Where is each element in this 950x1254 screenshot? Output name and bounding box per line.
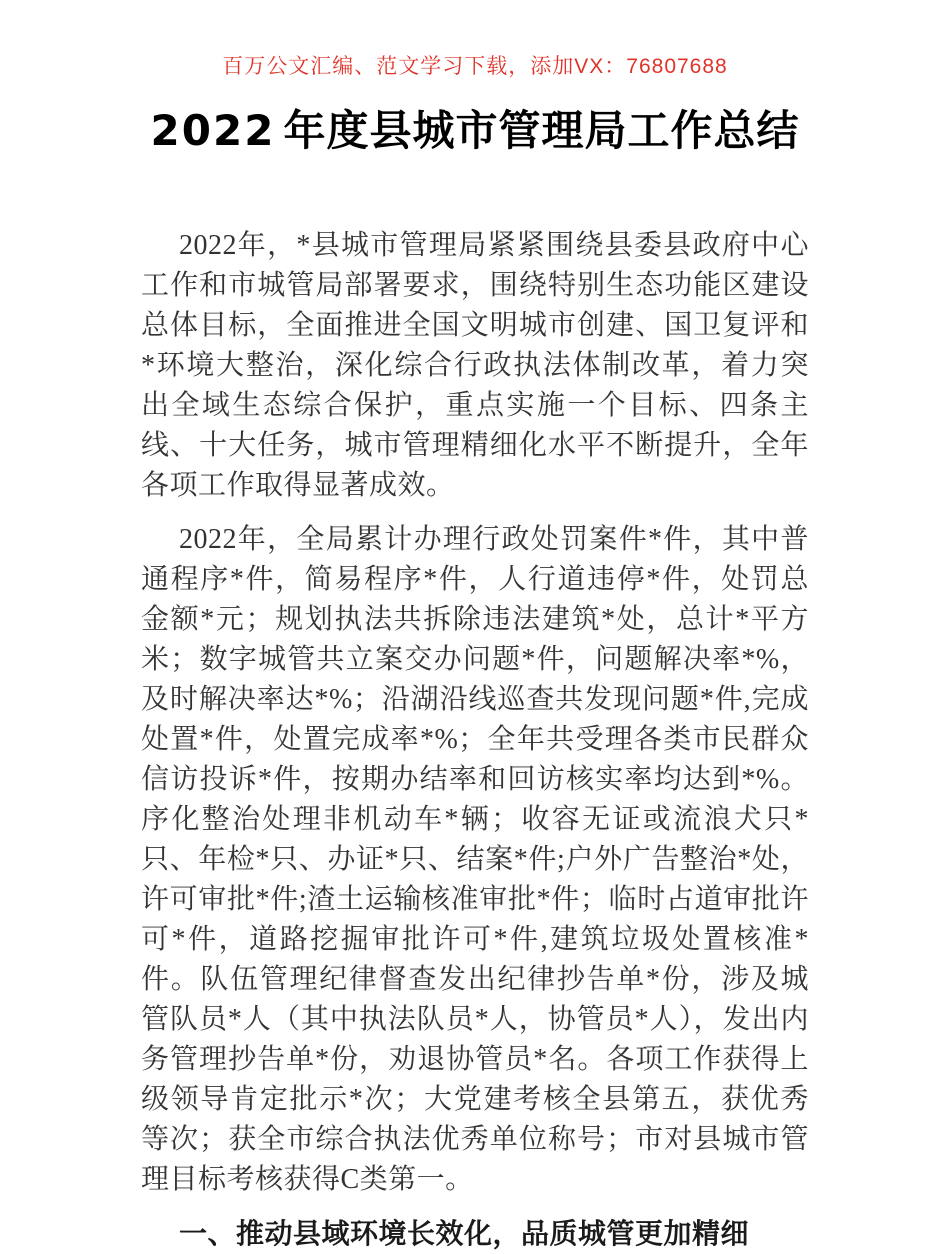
title-text: 年度县城市管理局工作总结 bbox=[283, 109, 800, 155]
paragraph-statistics: 2022年，全局累计办理行政处罚案件*件，其中普通程序*件，简易程序*件，人行道违停*件，处罚总金额*元；规划执法共拆除违法建筑*处，总计*平方米；数字城管共立案交办问题*件，问题解决率*%，及时解决率达*%；沿湖沿线巡查共发现问题*件,完成处置*件，处置完成率*%；全年共受理各类市民群众信访投诉*件，按期办结率和回访核实率均达到*%。序化整治处理非机动车*辆；收容无证或流浪犬只*只、年检*只、办证*只、结案*件;户外广告整治*处，许可审批*件;渣土运输核准审批*件；临时占道审批许可*件，道路挖掘审批许可*件,建筑垃圾处置核准*件。队伍管理纪律督查发出纪律抄告单*份，涉及城管队员*人（其中执法队员*人，协管员*人），发出内务管理抄告单*份，劝退协管员*名。各项工作获得上级领导肯定批示*次；大党建考核全县第五，获优秀等次；获全市综合执法优秀单位称号；市对县城市管理目标考核获得C类第一。 bbox=[141, 524, 809, 1195]
title-year: 2022 bbox=[150, 106, 276, 155]
document-title bbox=[0, 104, 950, 159]
watermark-text: 百万公文汇编、范文学习下载，添加VX：76807688 bbox=[222, 55, 728, 78]
section-heading-1: 一、推动县域环境长效化，品质城管更加精细 bbox=[179, 1218, 750, 1249]
document-body bbox=[141, 226, 809, 1254]
paragraph-overview: 2022年，*县城市管理局紧紧围绕县委县政府中心工作和市城管局部署要求，围绕特别生态功能区建设总体目标，全面推进全国文明城市创建、国卫复评和*环境大整治，深化综合行政执法体制改革，着力突出全域生态综合保护，重点实施一个目标、四条主线、十大任务，城市管理精细化水平不断提升，全年各项工作取得显著成效。 bbox=[141, 230, 809, 501]
